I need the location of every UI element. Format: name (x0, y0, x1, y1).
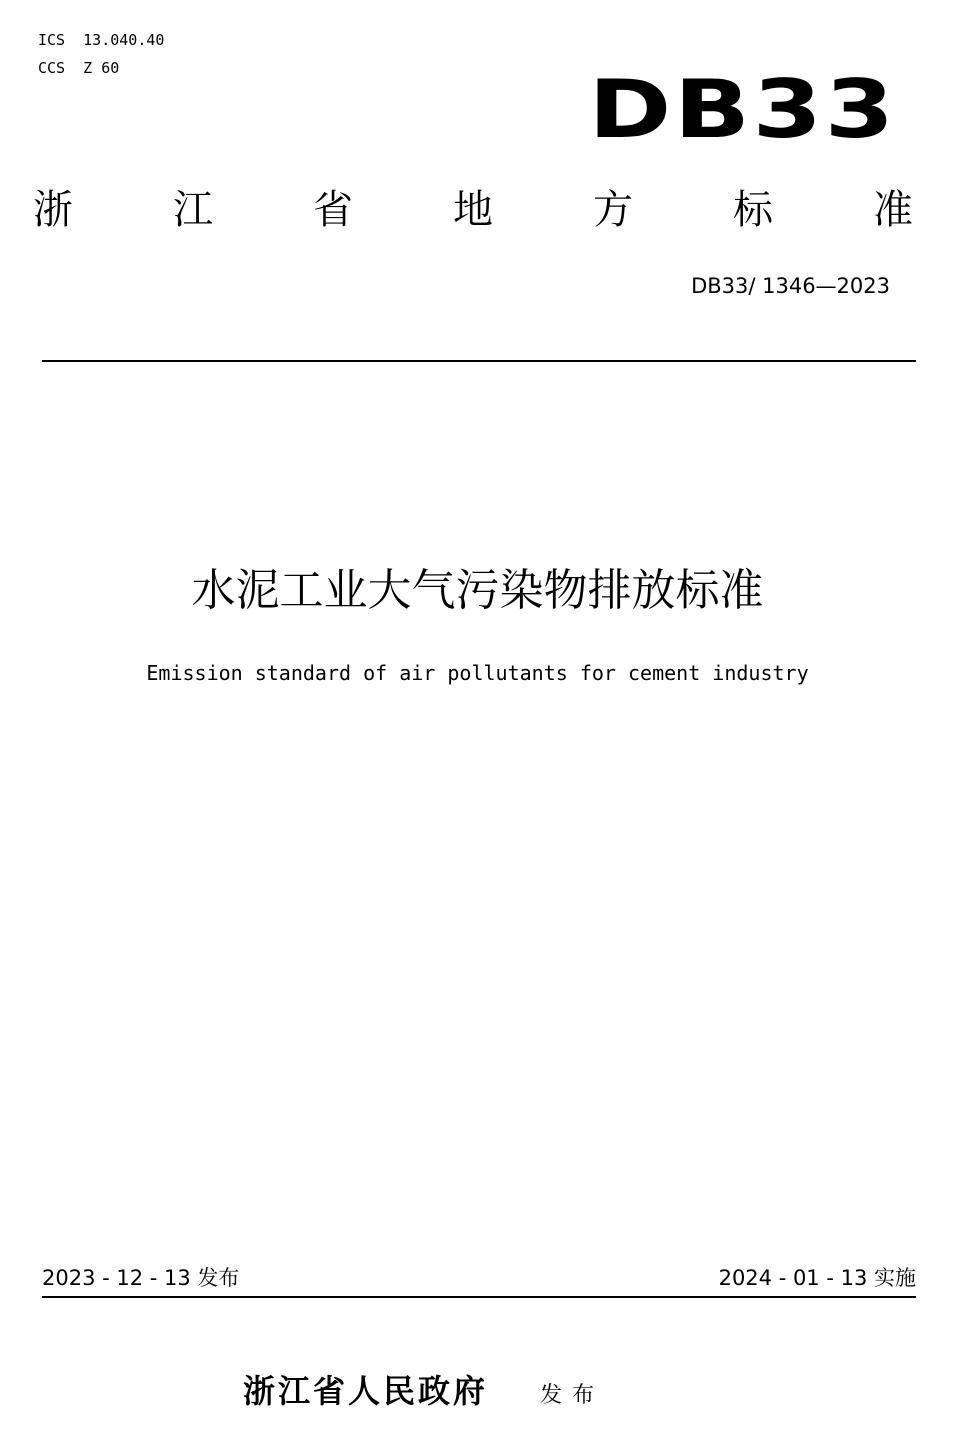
publisher-line (243, 1369, 604, 1418)
standard-type-char: 省 (313, 187, 353, 233)
standard-type-char: 江 (173, 187, 213, 233)
footer-divider (42, 1296, 916, 1298)
standard-type-char: 标 (733, 187, 773, 233)
standard-type-char: 地 (453, 187, 493, 233)
title-english: Emission standard of air pollutants for cement industry (146, 661, 809, 685)
header-divider (42, 360, 916, 362)
title-chinese: 水泥工业大气污染物排放标准 (191, 565, 764, 616)
ccs-code: CCS Z 60 (38, 59, 120, 77)
db33-logo: DB33 (588, 63, 897, 156)
issue-date: 2023 - 12 - 13 发布 (42, 1266, 240, 1290)
publisher-action: 发布 (540, 1383, 605, 1408)
standard-number: DB33/ 1346—2023 (691, 274, 890, 298)
implementation-date: 2024 - 01 - 13 实施 (718, 1266, 916, 1290)
standard-type-heading (33, 185, 913, 235)
standard-type-char: 准 (873, 187, 913, 233)
standard-type-char: 浙 (33, 187, 73, 233)
publisher-organization: 浙江省人民政府 (243, 1372, 489, 1410)
standard-type-char: 方 (593, 187, 633, 233)
ics-code: ICS 13.040.40 (38, 31, 165, 49)
